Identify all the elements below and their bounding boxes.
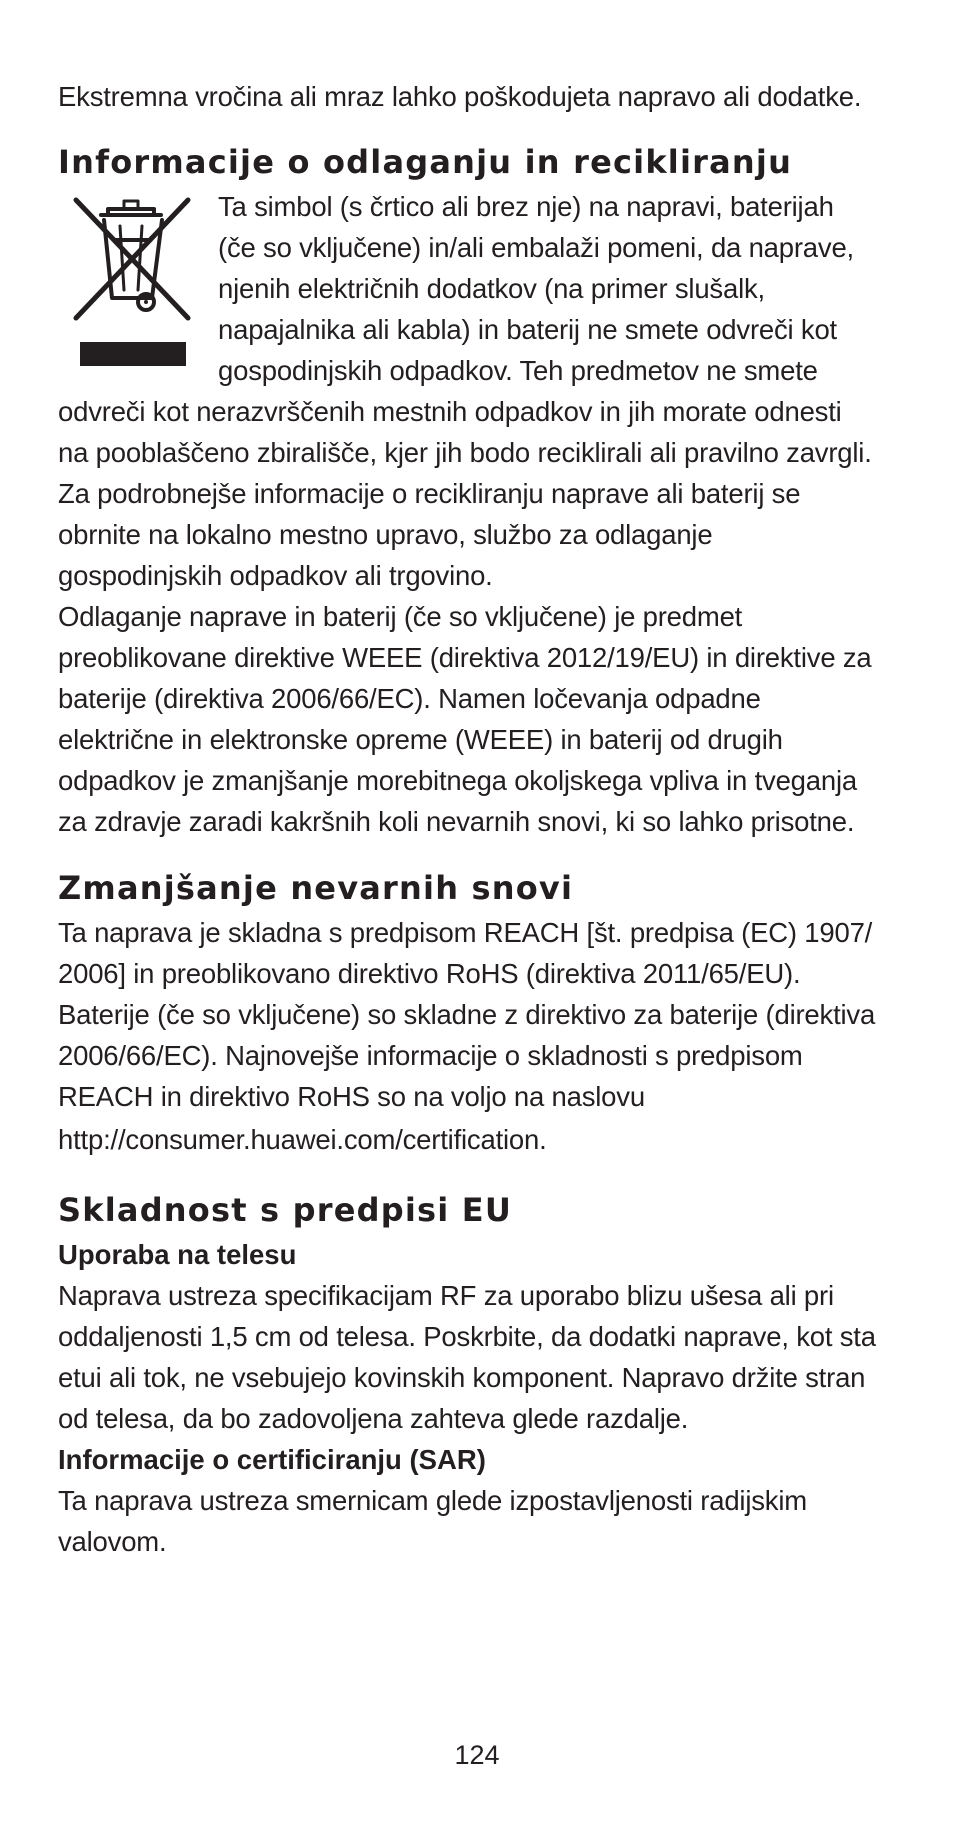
sar-paragraph: Ta naprava ustreza smernicam glede izpostavljenosti radijskim valovom. bbox=[58, 1485, 807, 1557]
recycling-heading: Informacije o odlaganju in recikliranju bbox=[58, 143, 793, 181]
page-number: 124 bbox=[454, 1740, 500, 1770]
crossed-out-wheelie-bin-icon bbox=[58, 190, 208, 368]
recycling-paragraph-2: Za podrobnejše informacije o recikliranju naprave ali baterij se obrnite na lokalno mestno upravo, službo za odlaganje gospodinjskih odpadkov ali trgovino. bbox=[58, 478, 801, 591]
hazardous-paragraph: Ta naprava je skladna s predpisom REACH [št. predpisa (EC) 1907/ 2006] in preoblikovano direktivo RoHS (direktiva 2011/65/EU). Baterije (če so vključene) so skladne z direktivo za baterije (direktiva 2006/66/EC). Najnovejše informacije o skladnosti s predpisom REACH in direktivo RoHS so na voljo na naslovu bbox=[58, 917, 876, 1112]
body-use-subheading: Uporaba na telesu bbox=[58, 1239, 297, 1270]
recycling-paragraph-3: Odlaganje naprave in baterij (če so vključene) je predmet preoblikovane direktive WEEE (direktiva 2012/19/EU) in direktive za baterije (direktiva 2006/66/EC). Namen ločevanja odpadne električne in elektronske opreme (WEEE) in baterij od drugih odpadkov je zmanjšanje morebitnega okoljskega vpliva in tveganja za zdravje zaradi kakršnih koli nevarnih snovi, ki so lahko prisotne. bbox=[58, 601, 872, 837]
sar-subheading: Informacije o certificiranju (SAR) bbox=[58, 1444, 486, 1475]
eu-compliance-heading: Skladnost s predpisi EU bbox=[58, 1191, 513, 1229]
certification-url: http://consumer.huawei.com/certification. bbox=[58, 1124, 547, 1155]
hazardous-substances-heading: Zmanjšanje nevarnih snovi bbox=[58, 869, 574, 907]
body-use-paragraph: Naprava ustreza specifikacijam RF za uporabo blizu ušesa ali pri oddaljenosti 1,5 cm od telesa. Poskrbite, da dodatki naprave, kot sta etui ali tok, ne vsebujejo kovinskih komponent. Napravo držite stran od telesa, da bo zadovoljena zahteva glede razdalje. bbox=[58, 1280, 876, 1434]
document-page bbox=[58, 76, 878, 1562]
recycling-paragraph-1: Ta simbol (s črtico ali brez nje) na napravi, baterijah (če so vključene) in/ali embalaži pomeni, da naprave, njenih električnih dodatkov (na primer slušalk, napajalnika ali kabla) in baterij ne smete odvreči kot gospodinjskih odpadkov. Teh predmetov ne smete odvreči kot nerazvrščenih mestnih odpadkov in jih morate odnesti na pooblaščeno zbirališče, kjer jih bodo reciklirali ali pravilno zavrgli. bbox=[58, 191, 872, 468]
intro-paragraph: Ekstremna vročina ali mraz lahko poškodujeta napravo ali dodatke. bbox=[58, 81, 862, 112]
